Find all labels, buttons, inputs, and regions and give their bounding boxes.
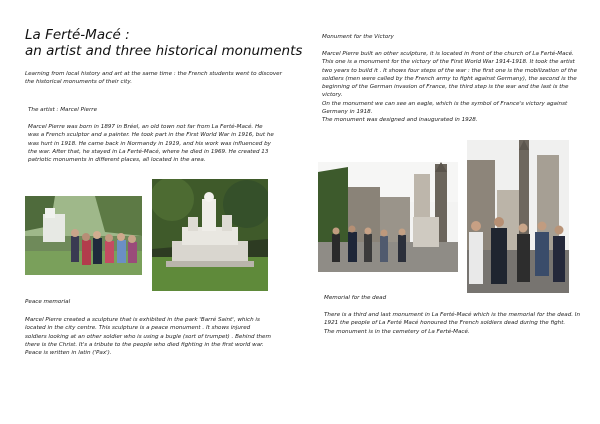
title-line-2: an artist and three historical monuments (25, 43, 303, 59)
victory-text-3: The monument was designed and inaugurated in 1928. (322, 117, 478, 124)
intro-paragraph: Learning from local history and art at the same time : the French students went to discover the historical monuments of their city. (25, 71, 282, 85)
victory-text-1: Marcel Pierre built an other sculpture, it is located in front of the church of La Ferté-Macé. This one is a monument for the victory of the First World War 1914-1918. It took the artist two years to build it . It shows four steps of the war : the first one is the mobilization of the soldiers (men were called by the French army to fight against Germany), the second is the beginning of the German invasion of France, the third step is the war and the last is the victory. (322, 51, 578, 99)
artist-paragraph: Marcel Pierre was born in 1897 in Bréel, an old town not far from La Ferté-Macé. He was a French sculptor and a painter. He took part in the First World War in 1916, but he was hurt in 1918. He came back in Normandy in 1919, and his work was influenced by the war. After that, he stayed in La Ferté-Macé, where he died in 1969. He created 13 patriotic monuments in different places, all located in the area. (28, 124, 274, 164)
dead-paragraph (324, 311, 580, 336)
dead-text-2: The monument is in the cemetery of La Ferté-Macé. (324, 328, 470, 335)
victory-monument-photo (318, 162, 458, 272)
dead-text-1: There is a third and last monument in La Ferté-Macé which is the memorial for the dead. In 1921 the people of La Ferté Macé honoured the French soldiers dead during the fight. (324, 312, 580, 327)
title-line-1: La Ferté-Macé : (25, 27, 130, 43)
victory-paragraph (322, 50, 578, 125)
students-in-park-photo (25, 196, 142, 275)
victory-text-2: On the monument we can see an eagle, which is the symbol of France's victory against Germany in 1918. (322, 100, 568, 116)
peace-paragraph: Marcel Pierre created a sculpture that is exhibited in the park 'Barré Saint', which is located in the city centre. This sculpture is a peace monument . It shows injured soldiers looking at an other soldier who is using a bugle (sort of trumpet) . Behind them there is the Christ. It's a tribute to the people who died fighting in the first world war. Peace is written in latin ('Pax'). (25, 317, 271, 357)
peace-heading: Peace memorial (25, 299, 71, 305)
memorial-students-photo (467, 140, 569, 293)
victory-heading: Monument for the Victory (322, 34, 394, 40)
peace-memorial-photo (152, 179, 268, 291)
page-title (25, 27, 302, 59)
dead-heading: Memorial for the dead (324, 295, 387, 301)
artist-heading: The artist : Marcel Pierre (28, 107, 98, 113)
